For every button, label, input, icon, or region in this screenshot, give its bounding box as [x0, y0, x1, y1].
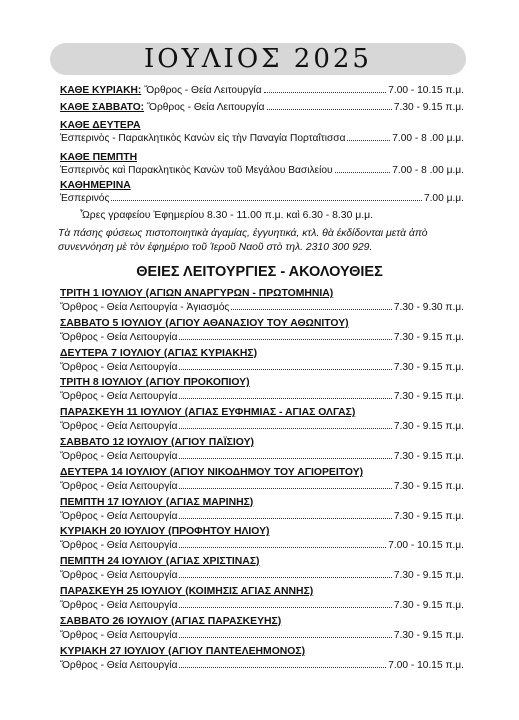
- leader-dots: [179, 369, 391, 370]
- service-item: [60, 645, 464, 675]
- service-item: [60, 555, 464, 585]
- service-day: ΠΑΡΑΣΚΕΥΗ 11 ΙΟΥΛΙΟΥ (ΑΓΙΑΣ ΕΥΦΗΜΙΑΣ - ΑΓΙΑΣ ΟΛΓΑΣ): [60, 407, 356, 419]
- service-day: ΤΡΙΤΗ 1 ΙΟΥΛΙΟΥ (ΑΓΙΩΝ ΑΝΑΡΓΥΡΩΝ - ΠΡΩΤΟΜΗΝΙΑ): [60, 288, 334, 299]
- service-item: [60, 585, 464, 615]
- leader-dots: [179, 577, 391, 578]
- service-line: [60, 361, 464, 375]
- service-item: [60, 525, 464, 555]
- service-day: ΣΑΒΒΑΤΟ 5 ΙΟΥΛΙΟΥ (ΑΓΙΟΥ ΑΘΑΝΑΣΙΟΥ ΤΟΥ ΑΘΩΝΙΤΟΥ): [60, 317, 349, 329]
- schedule-text: Ὄρθρος - Θεία Λειτουργία: [147, 102, 265, 113]
- leader-dots: [347, 140, 390, 141]
- leader-dots: [264, 92, 387, 93]
- service-line: [60, 480, 464, 494]
- service-day: ΚΥΡΙΑΚΗ 20 ΙΟΥΛΙΟΥ (ΠΡΟΦΗΤΟΥ ΗΛΙΟΥ): [60, 526, 270, 538]
- schedule-text: Ἑσπερινὸς - Παρακλητικὸς Κανὼν εἰς τὴν Παναγία Πορταΐτισσα: [60, 133, 346, 144]
- service-day: ΔΕΥΤΕΡΑ 7 ΙΟΥΛΙΟΥ (ΑΓΙΑΣ ΚΥΡΙΑΚΗΣ): [60, 347, 258, 359]
- service-text: Ὄρθρος - Θεία Λειτουργία: [60, 361, 178, 373]
- service-text: Ὄρθρος - Θεία Λειτουργία: [60, 391, 178, 403]
- service-day: ΚΥΡΙΑΚΗ 27 ΙΟΥΛΙΟΥ (ΑΓΙΟΥ ΠΑΝΤΕΛΕΗΜΟΝΟΣ): [60, 645, 306, 657]
- service-time: 7.30 - 9.15 π.μ.: [393, 331, 464, 343]
- leader-dots: [179, 428, 391, 429]
- schedule-time: 7.30 - 9.15 π.μ.: [393, 102, 464, 113]
- month-banner: [50, 43, 466, 75]
- schedule-label: ΚΑΘΕ ΠΕΜΠΤΗ: [60, 152, 138, 163]
- leader-dots: [335, 172, 391, 173]
- office-hours: Ὧρες γραφείου Ἐφημερίου 8.30 - 11.00 π.μ. καὶ 6.30 - 8.30 μ.μ.: [80, 210, 373, 221]
- service-item: [60, 436, 464, 466]
- service-line: [60, 569, 464, 583]
- service-text: Ὄρθρος - Θεία Λειτουργία: [60, 599, 178, 611]
- services-title: ΘΕΙΕΣ ΛΕΙΤΟΥΡΓΙΕΣ - ΑΚΟΛΟΥΘΙΕΣ: [136, 264, 383, 280]
- service-line: [60, 301, 464, 315]
- service-time: 7.00 - 10.15 π.μ.: [388, 659, 464, 671]
- service-time: 7.30 - 9.30 π.μ.: [393, 302, 464, 313]
- service-text: Ὄρθρος - Θεία Λειτουργία: [60, 331, 178, 343]
- service-time: 7.30 - 9.15 π.μ.: [393, 450, 464, 462]
- leader-dots: [179, 458, 391, 459]
- schedule-label: ΚΑΘΗΜΕΡΙΝΑ: [60, 180, 131, 191]
- schedule-daily: [60, 179, 464, 205]
- service-line: [60, 331, 464, 345]
- leader-dots: [179, 488, 391, 489]
- service-item: [60, 347, 464, 377]
- service-text: Ὄρθρος - Θεία Λειτουργία: [60, 540, 178, 552]
- leader-dots: [267, 109, 392, 110]
- leader-dots: [179, 637, 391, 638]
- schedule-label: ΚΑΘΕ ΔΕΥΤΕΡΑ: [60, 120, 141, 131]
- service-day: ΠΕΜΠΤΗ 24 ΙΟΥΛΙΟΥ (ΑΓΙΑΣ ΧΡΙΣΤΙΝΑΣ): [60, 556, 260, 568]
- schedule-time: 7.00 μ.μ.: [423, 193, 464, 204]
- service-time: 7.30 - 9.15 π.μ.: [393, 361, 464, 373]
- schedule-monday: [60, 119, 464, 145]
- service-text: Ὄρθρος - Θεία Λειτουργία: [60, 421, 178, 433]
- service-day: ΠΑΡΑΣΚΕΥΗ 25 ΙΟΥΛΙΟΥ (ΚΟΙΜΗΣΙΣ ΑΓΙΑΣ ΑΝΝΗΣ): [60, 585, 314, 597]
- service-time: 7.30 - 9.15 π.μ.: [393, 510, 464, 522]
- service-item: [60, 496, 464, 526]
- service-line: [60, 599, 464, 613]
- service-text: Ὄρθρος - Θεία Λειτουργία: [60, 480, 178, 492]
- service-line: [60, 420, 464, 434]
- service-day: ΔΕΥΤΕΡΑ 14 ΙΟΥΛΙΟΥ (ΑΓΙΟΥ ΝΙΚΟΔΗΜΟΥ ΤΟΥ ΑΓΙΟΡΕΙΤΟΥ): [60, 466, 364, 478]
- page-title: ΙΟΥΛΙΟΣ 2025: [144, 44, 372, 74]
- services-list: [60, 287, 464, 674]
- service-text: Ὄρθρος - Θεία Λειτουργία: [60, 570, 178, 582]
- service-item: [60, 287, 464, 317]
- service-time: 7.30 - 9.15 π.μ.: [393, 629, 464, 641]
- service-item: [60, 317, 464, 347]
- service-text: Ὄρθρος - Θεία Λειτουργία - Ἁγιασμός: [60, 302, 230, 313]
- schedule-text: Ἑσπερινός: [60, 193, 110, 204]
- leader-dots: [179, 607, 391, 608]
- service-time: 7.30 - 9.15 π.μ.: [393, 421, 464, 433]
- service-item: [60, 466, 464, 496]
- leader-dots: [231, 309, 392, 310]
- service-time: 7.30 - 9.15 π.μ.: [393, 599, 464, 611]
- leader-dots: [179, 547, 386, 548]
- service-line: [60, 659, 464, 673]
- certificates-note: Τὰ πάσης φύσεως πιστοποιητικὰ ἀγαμίας, ἐγγυητικά, κτλ. θὰ ἐκδίδονται μετὰ ἀπὸ συνεννόηση μὲ τὸν ἐφημέριο τοῦ Ἱεροῦ Ναοῦ στὸ τηλ. 2310 300 929.: [58, 228, 428, 253]
- schedule-time: 7.00 - 8 .00 μ.μ.: [392, 165, 464, 176]
- service-line: [60, 539, 464, 553]
- service-item: [60, 615, 464, 645]
- service-time: 7.30 - 9.15 π.μ.: [393, 391, 464, 403]
- service-day: ΣΑΒΒΑΤΟ 12 ΙΟΥΛΙΟΥ (ΑΓΙΟΥ ΠΑΪΣΙΟΥ): [60, 436, 254, 448]
- service-line: [60, 450, 464, 464]
- service-day: ΤΡΙΤΗ 8 ΙΟΥΛΙΟΥ (ΑΓΙΟΥ ΠΡΟΚΟΠΙΟΥ): [60, 377, 250, 389]
- leader-dots: [179, 518, 391, 519]
- service-time: 7.00 - 10.15 π.μ.: [388, 540, 464, 552]
- schedule-sunday: [60, 84, 464, 97]
- service-line: [60, 390, 464, 404]
- service-text: Ὄρθρος - Θεία Λειτουργία: [60, 629, 178, 641]
- service-item: [60, 376, 464, 406]
- schedule-label: ΚΑΘΕ ΚΥΡΙΑΚΗ:: [60, 85, 142, 96]
- service-line: [60, 510, 464, 524]
- leader-dots: [179, 398, 391, 399]
- schedule-text: Ὄρθρος - Θεία Λειτουργία: [144, 85, 262, 96]
- service-day: ΣΑΒΒΑΤΟ 26 ΙΟΥΛΙΟΥ (ΑΓΙΑΣ ΠΑΡΑΣΚΕΥΗΣ): [60, 615, 282, 627]
- service-time: 7.30 - 9.15 π.μ.: [393, 570, 464, 582]
- schedule-time: 7.00 - 10.15 π.μ.: [388, 85, 464, 96]
- service-text: Ὄρθρος - Θεία Λειτουργία: [60, 510, 178, 522]
- service-line: [60, 629, 464, 643]
- service-text: Ὄρθρος - Θεία Λειτουργία: [60, 450, 178, 462]
- service-text: Ὄρθρος - Θεία Λειτουργία: [60, 659, 178, 671]
- service-day: ΠΕΜΠΤΗ 17 ΙΟΥΛΙΟΥ (ΑΓΙΑΣ ΜΑΡΙΝΗΣ): [60, 496, 254, 508]
- service-time: 7.30 - 9.15 π.μ.: [393, 480, 464, 492]
- schedule-saturday: [60, 101, 464, 114]
- leader-dots: [179, 667, 386, 668]
- leader-dots: [179, 339, 391, 340]
- schedule-time: 7.00 - 8 .00 μ.μ.: [392, 133, 464, 144]
- service-item: [60, 406, 464, 436]
- leader-dots: [111, 200, 422, 201]
- schedule-thursday: [60, 151, 464, 177]
- schedule-text: Ἑσπερινὸς καὶ Παρακλητικὸς Κανὼν τοῦ Μεγάλου Βασιλείου: [60, 165, 333, 176]
- schedule-label: ΚΑΘΕ ΣΑΒΒΑΤΟ:: [60, 102, 145, 113]
